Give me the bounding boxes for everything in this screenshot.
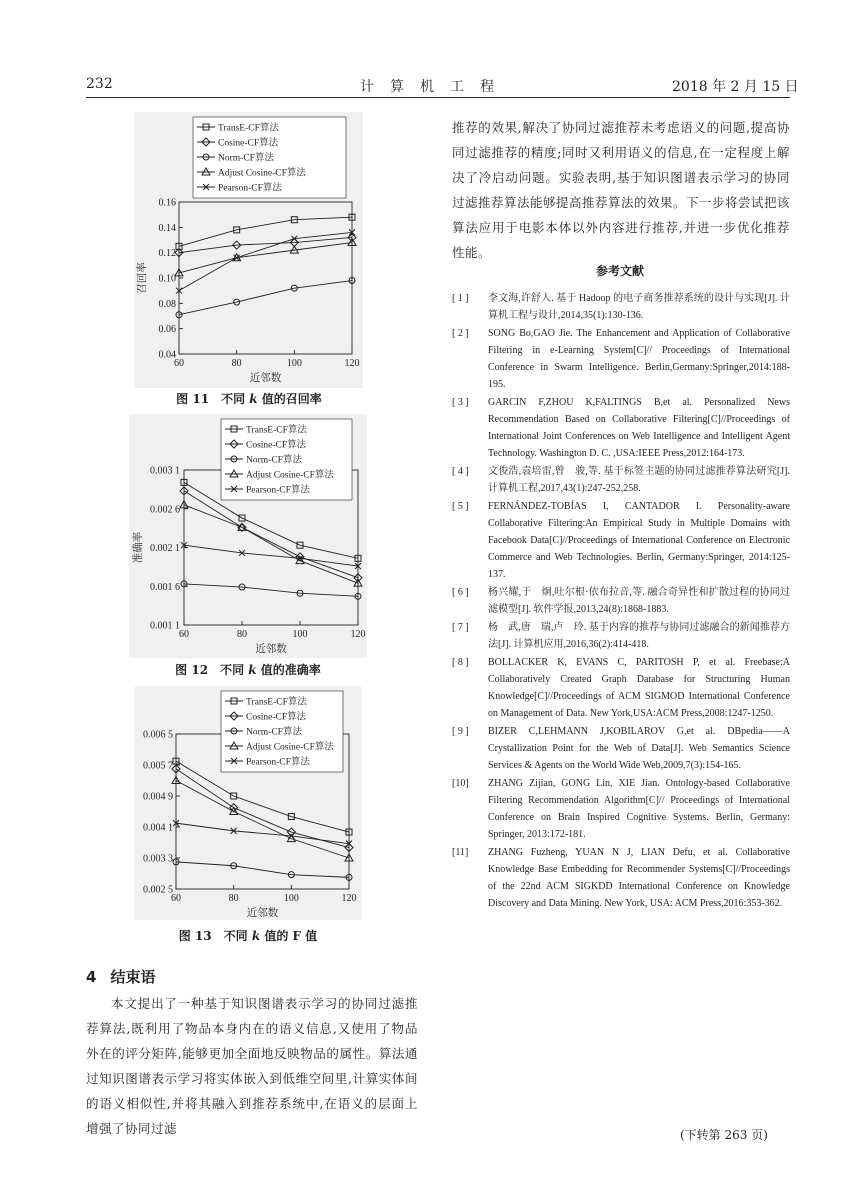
x-tick-label: 100 [286,358,302,369]
reference-text: 杨兴耀,于 炯,吐尔根·依布拉音,等. 融合奇异性和扩散过程的协同过滤模型[J]. 软件学报,2013,24(8):1868-1883. [488,587,790,615]
reference-text: 文俊浩,袁培雷,曾 骏,等. 基于标签主题的协同过滤推荐算法研究[J]. 计算机工程,2017,43(1):247-252,258. [488,466,790,494]
references-title: 参考文献 [596,264,645,278]
reference-number: [ 1 ] [452,293,469,304]
legend [221,419,352,500]
x-axis-label: 近邻数 [255,643,287,655]
x-tick-label: 60 [171,893,181,904]
reference-number: [10] [452,778,469,789]
legend-label: Adjust Cosine-CF算法 [246,470,334,481]
body-right: 推荐的效果,解决了协同过滤推荐未考虑语义的问题,提高协同过滤推荐的精度;同时又利用语义的信息,在一定程度上解决了冷启动问题。实验表明,基于知识图谱表示学习的协同过滤推荐算法能够提高推荐算法的效果。下一步将尝试把该算法应用于电影本体以外内容进行推荐,并进一步优化推荐性能。 [452,120,791,260]
y-tick-label: 0.004 1 [143,822,173,834]
series-line [184,545,358,566]
series-group [181,542,361,569]
legend-label: Cosine-CF算法 [246,440,307,451]
figure-12-caption: 图 12 不同 k 值的准确率 [175,663,321,677]
reference-number: [ 4 ] [452,466,469,477]
reference-item [452,394,790,462]
journal-name: 计 算 机 工 程 [360,79,495,95]
reference-text: 杨 武,唐 瑞,卢 玲. 基于内容的推荐与协同过滤融合的新闻推荐方法[J]. 计算机应用,2016,36(2):414-418. [488,622,790,650]
legend-label: Adjust Cosine-CF算法 [218,168,306,179]
y-tick-label: 0.10 [158,273,176,285]
reference-number: [ 9 ] [452,726,469,737]
reference-text: BOLLACKER K, EVANS C, PARITOSH P, et al. Freebase:A Collaboratively Created Graph Database for Structuring Human Knowledge[C]//Proceedings of ACM SIGMOD International Conference on Management of Data. New York,USA:ACM Press,2008:1247-1250. [488,657,790,719]
y-tick-label: 0.001 1 [150,620,180,632]
series-line [184,584,358,596]
reference-text: 李文海,许舒人. 基于 Hadoop 的电子商务推荐系统的设计与实现[J]. 计算机工程与设计,2014,35(1):130-136. [488,293,790,321]
recall-chart [135,112,363,388]
figure-11-caption: 图 11 不同 k 值的召回率 [176,392,322,406]
series-line [179,232,352,290]
x-tick-label: 80 [237,629,247,640]
continued-note: (下转第 263 页) [680,1128,768,1142]
reference-text: FERNÁNDEZ-TOBÍAS I, CANTADOR I. Personality-aware Collaborative Filtering:An Empirical Study in Multiple Domains with Facebook Data[C]//Proceedings of International Conference on Electronic Commerce and Web Technologies. Berlin, Germany:Springer, 2014:125-137. [488,501,790,580]
legend-label: TransE-CF算法 [246,697,307,708]
x-tick-label: 60 [174,358,184,369]
page-number: 232 [86,76,113,92]
series-group [180,487,362,582]
legend [221,691,343,772]
figure-12 [129,414,367,658]
legend-label: Norm-CF算法 [218,153,274,164]
x-tick-label: 80 [231,358,242,369]
references-list [452,290,790,913]
series-line [176,769,349,848]
reference-number: [ 2 ] [452,328,469,339]
series-line [176,823,349,844]
reference-text: ZHANG Zijian, GONG Lin, XIE Jian. Ontology-based Collaborative Filtering Recommendation Algorithm[C]// Proceedings of International Conference on Brain Inspired Cognitive Systems. Berlin, Germany: Springer, 2013:172-181. [488,778,790,840]
x-tick-label: 100 [292,629,308,640]
reference-number: [ 3 ] [452,397,469,408]
y-tick-label: 0.001 6 [150,581,180,593]
y-tick-label: 0.06 [158,324,176,336]
reference-item [452,723,790,774]
series-group [181,581,361,599]
reference-item [452,775,790,843]
series-group [172,777,353,862]
reference-item [452,325,790,393]
legend-label: TransE-CF算法 [246,425,307,436]
x-tick-label: 60 [179,629,189,640]
figure-13-caption: 图 13 不同 k 值的 F 值 [178,929,318,943]
legend-label: Adjust Cosine-CF算法 [246,742,334,753]
series-line [184,505,358,583]
series-group [173,859,352,881]
series-line [184,491,358,578]
x-tick-label: 120 [341,893,357,904]
f-value-chart [135,686,361,920]
reference-number: [ 8 ] [452,657,469,668]
reference-item [452,844,790,912]
y-tick-label: 0.04 [158,349,176,361]
legend-label: TransE-CF算法 [218,123,279,134]
reference-text: ZHANG Fuzheng, YUAN N J, LIAN Defu, et al. Collaborative Knowledge Base Embedding for Recommender Systems[C]//Proceedings of the 22nd ACM SIGKDD International Conference on Knowledge Discovery and Data Mining. New York, USA: ACM Press,2016:353-362. [488,847,790,909]
x-tick-label: 100 [283,893,299,904]
issue-date: 2018 年 2 月 15 日 [672,79,799,95]
y-tick-label: 0.14 [158,222,176,234]
reference-number: [ 5 ] [452,501,469,512]
y-tick-label: 0.16 [158,197,176,209]
reference-text: BIZER C,LEHMANN J,KOBILAROV G,et al. DBpedia——A Crystallization Point for the Web of Data[J]. Web Semantics Science Services & Agents on the World Wide Web,2009,7(3):154-165. [488,726,790,771]
series-group [176,278,355,318]
precision-chart [129,414,367,658]
reference-item [452,619,790,653]
reference-text: GARCIN F,ZHOU K,FALTINGS B,et al. Personalized News Recommendation Based on Collaborative Filtering[C]//Proceedings of International Joint Conferences on Web Intelligence and Intelligent Agent Technology. Washington D. C. ,USA:IEEE Press,2012:164-173. [488,397,790,459]
legend [193,117,346,198]
legend-label: Cosine-CF算法 [246,712,307,723]
legend-label: Cosine-CF算法 [218,138,279,149]
series-line [179,281,352,315]
y-axis-label: 召回率 [136,262,148,294]
reference-number: [ 7 ] [452,622,469,633]
legend-label: Norm-CF算法 [246,455,302,466]
section-heading: 4 结束语 [86,968,156,986]
series-line [179,217,352,246]
reference-item [452,498,790,583]
reference-number: [11] [452,847,469,858]
reference-text: SONG Bo,GAO Jie. The Enhancement and Application of Collaborative Filtering in e-Learning System[C]// Proceedings of International Conference in Swarm Intelligence. Berlin,Germany:Springer,2014:188-195. [488,328,790,390]
reference-item [452,584,790,618]
y-tick-label: 0.002 1 [150,543,180,554]
reference-item [452,463,790,497]
x-axis-label: 近邻数 [246,907,279,919]
series-line [179,243,352,273]
series-group [180,501,362,586]
figure-13 [135,686,361,920]
x-tick-label: 80 [228,893,239,904]
y-tick-label: 0.002 5 [143,884,173,896]
x-tick-label: 120 [350,629,366,640]
header-rule [86,97,790,98]
series-line [176,862,349,878]
legend-label: Pearson-CF算法 [246,757,310,768]
reference-item [452,654,790,722]
series-line [176,781,349,859]
reference-item [452,290,790,324]
legend-label: Pearson-CF算法 [218,183,282,194]
y-tick-label: 0.002 6 [150,504,180,516]
figure-11 [135,112,363,388]
x-tick-label: 120 [344,358,360,369]
legend-label: Pearson-CF算法 [246,485,310,496]
reference-number: [ 6 ] [452,587,469,598]
y-tick-label: 0.006 5 [143,729,173,741]
y-tick-label: 0.004 9 [143,791,173,803]
series-line [179,237,352,252]
x-axis-label: 近邻数 [249,372,282,384]
y-axis-label: 准确率 [132,531,144,564]
y-tick-label: 0.005 7 [143,760,173,772]
series-group [172,765,353,852]
legend-label: Norm-CF算法 [246,727,302,738]
y-tick-label: 0.003 3 [143,853,173,865]
body-left: 本文提出了一种基于知识图谱表示学习的协同过滤推荐算法,既利用了物品本身内在的语义信息,又使用了物品外在的评分矩阵,能够更加全面地反映物品的属性。算法通过知识图谱表示学习将实体嵌入到低维空间里,计算实体间的语义相似性,并将其融入到推荐系统中,在语义的层面上增强了协同过滤 [86,996,418,1136]
y-tick-label: 0.08 [158,298,176,310]
series-group [173,820,352,847]
series-group [175,233,356,256]
y-tick-label: 0.003 1 [150,465,180,477]
y-tick-label: 0.12 [158,248,176,260]
